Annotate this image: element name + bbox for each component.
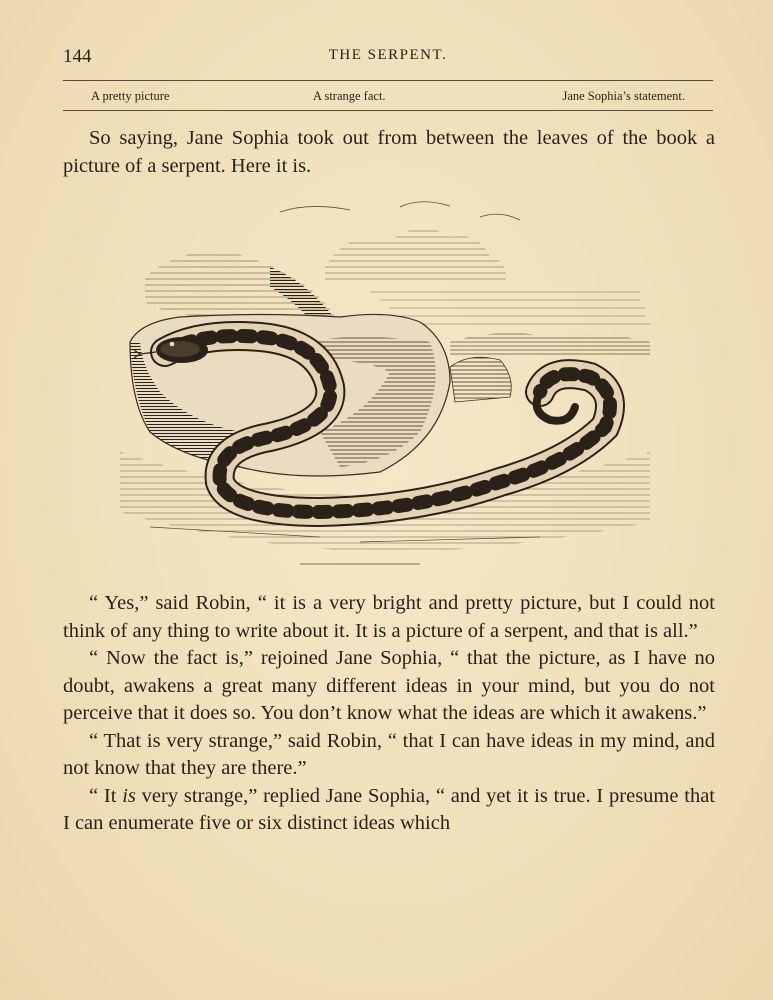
paragraph-robin-yes: “ Yes,” said Robin, “ it is a very bright and pretty picture, but I could not think of any thing to write about it. It is a picture of a serpent, and that is all.” — [63, 592, 715, 642]
page-number: 144 — [63, 46, 92, 67]
dialogue-block — [63, 590, 715, 838]
topic-strange-fact: A strange fact. — [313, 89, 386, 103]
topic-line — [63, 89, 713, 107]
paragraph-robin-strange: “ That is very strange,” said Robin, “ that I can have ideas in my mind, and not know that they are there.” — [63, 729, 715, 779]
serpent-engraving-icon — [120, 192, 660, 577]
topic-pretty-picture: A pretty picture — [91, 89, 170, 103]
running-title: THE SERPENT. — [328, 47, 448, 63]
intro-paragraph-block — [63, 125, 715, 180]
topic-jane-sophia-statement: Jane Sophia’s statement. — [562, 89, 685, 103]
serpent-illustration — [120, 192, 660, 577]
header-rule-top — [63, 80, 713, 81]
running-head — [63, 46, 713, 72]
header-rule-bottom — [63, 110, 713, 111]
paragraph-jane-true-start: “ It — [89, 784, 123, 807]
emphasis-is: is — [122, 784, 136, 807]
intro-paragraph: So saying, Jane Sophia took out from between the leaves of the book a picture of a serpent. Here it is. — [63, 127, 715, 177]
paragraph-jane-fact: “ Now the fact is,” rejoined Jane Sophia, “ that the picture, as I have no doubt, awakens a great many different ideas in your mind, but you do not perceive that it does so. You don’t know what the ideas are which it awakens.” — [63, 647, 715, 724]
paragraph-jane-true — [63, 783, 715, 838]
paragraph-jane-true-end: very strange,” replied Jane Sophia, “ and yet it is true. I presume that I can enumerate five or six distinct ideas which — [63, 784, 715, 834]
